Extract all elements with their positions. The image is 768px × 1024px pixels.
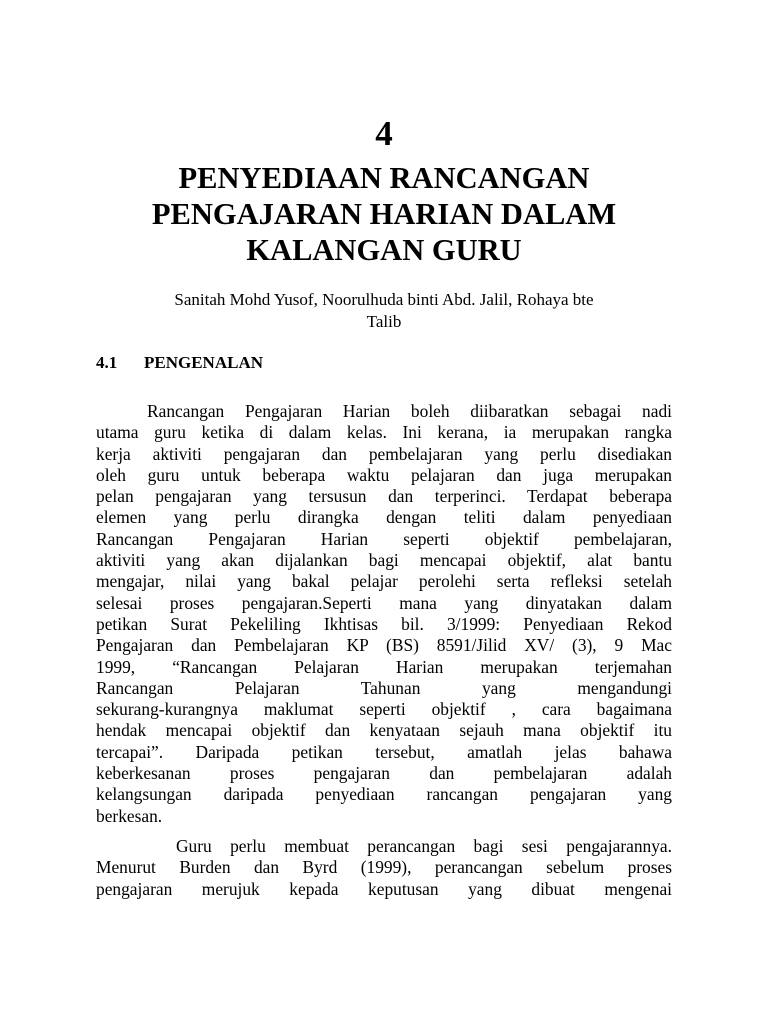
paragraph-line: Pengajaran dan Pembelajaran KP (BS) 8591/Jilid XV/ (3), 9 Mac [96,635,672,656]
paragraph-line: selesai proses pengajaran.Seperti mana yang dinyatakan dalam [96,592,672,613]
authors-line: Talib [366,312,402,331]
paragraph-line: pelan pengajaran yang tersusun dan terperinci. Terdapat beberapa [96,486,672,507]
paragraph-line: petikan Surat Pekeliling Ikhtisas bil. 3/1999: Penyediaan Rekod [96,613,672,634]
paragraph-line: mengajar, nilai yang bakal pelajar perolehi serta refleksi setelah [96,571,672,592]
paragraph-line: kerja aktiviti pengajaran dan pembelajaran yang perlu disediakan [96,443,672,464]
paragraph-line: Guru perlu membuat perancangan bagi sesi pengajarannya. [176,836,672,856]
paragraph-line: sekurang-kurangnya maklumat seperti objektif , cara bagaimana [96,699,672,720]
paragraph-line: aktiviti yang akan dijalankan bagi mencapai objektif, alat bantu [96,550,672,571]
paragraph-line: Rancangan Pelajaran Tahunan yang mengandungi [96,677,672,698]
paragraph-line: Rancangan Pengajaran Harian boleh diibaratkan sebagai nadi [147,401,672,421]
chapter-title [80,160,688,268]
paragraph [96,836,672,900]
paragraph-line: berkesan. [96,805,163,826]
paragraph-line: 1999, “Rancangan Pelajaran Harian merupakan terjemahan [96,656,672,677]
paragraph-line: keberkesanan proses pengajaran dan pembelajaran adalah [96,763,672,784]
chapter-number: 4 [375,114,393,153]
section-number: 4.1 [96,353,118,372]
paragraph-line: Menurut Burden dan Byrd (1999), perancangan sebelum proses [96,857,672,878]
paragraph-line: tercapai”. Daripada petikan tersebut, amatlah jelas bahawa [96,741,672,762]
chapter-title-line: KALANGAN GURU [246,233,522,267]
paragraph-line: kelangsungan daripada penyediaan rancangan pengajaran yang [96,784,672,805]
paragraph [96,401,672,827]
paragraph-line: elemen yang perlu dirangka dengan teliti dalam penyediaan [96,507,672,528]
paragraph-line: oleh guru untuk beberapa waktu pelajaran dan juga merupakan [96,464,672,485]
paragraph-line: utama guru ketika di dalam kelas. Ini kerana, ia merupakan rangka [96,422,672,443]
chapter-title-line: PENYEDIAAN RANCANGAN [178,161,590,195]
paragraph-line: hendak mencapai objektif dan kenyataan sejauh mana objektif itu [96,720,672,741]
chapter-title-line: PENGAJARAN HARIAN DALAM [151,197,617,231]
authors [96,289,672,333]
paragraph-line: pengajaran merujuk kepada keputusan yang dibuat mengenai [96,878,672,899]
paragraph-line: Rancangan Pengajaran Harian seperti objektif pembelajaran, [96,528,672,549]
section-heading [96,352,263,374]
section-title: PENGENALAN [144,353,264,372]
authors-line: Sanitah Mohd Yusof, Noorulhuda binti Abd. Jalil, Rohaya bte [174,290,594,309]
